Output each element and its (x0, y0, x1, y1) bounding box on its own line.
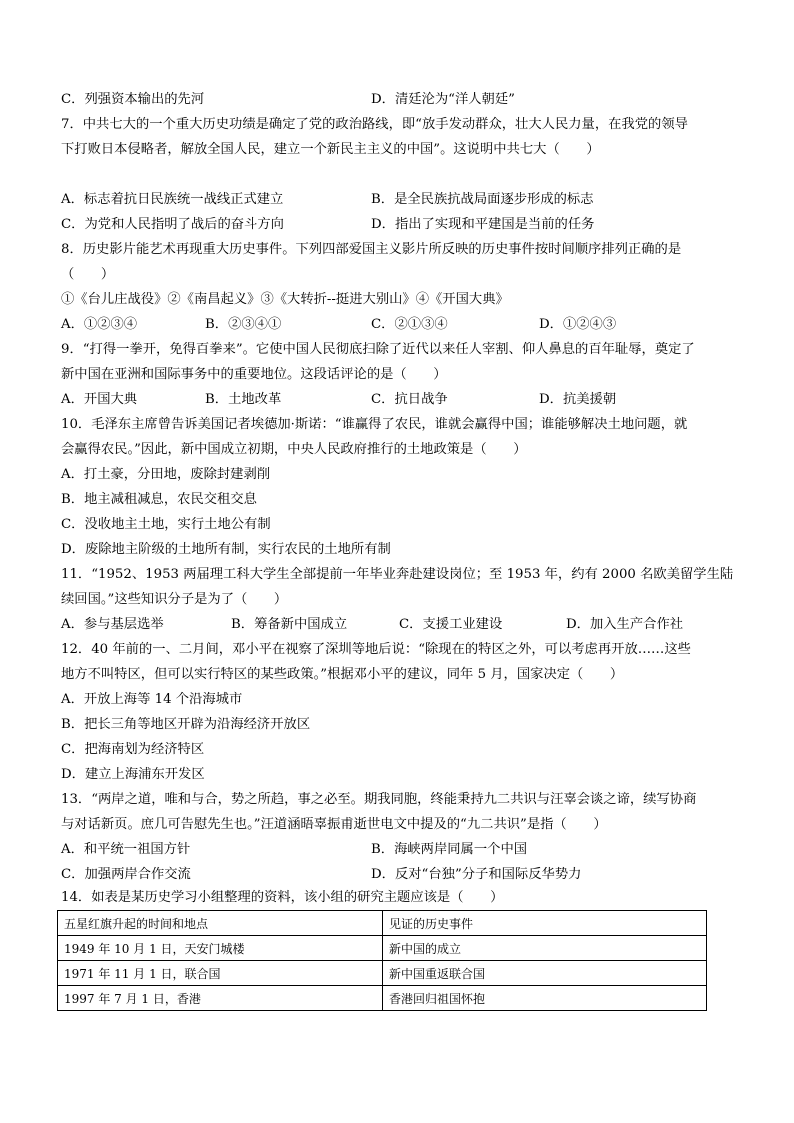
q6-option-d: D．清廷沦为“洋人朝廷” (371, 92, 515, 107)
q8-option-d: D．①②④③ (539, 317, 617, 332)
q13-option-a: A．和平统一祖国方针 (61, 842, 191, 857)
table-cell: 1997 年 7 月 1 日，香港 (58, 986, 383, 1011)
q11-stem-line1: 11．“1952、1953 两届理工科大学生全部提前一年毕业奔赴建设岗位；至 1953 年，约有 2000 名欧美留学生陆 (61, 567, 734, 582)
q13-stem-line1: 13．“两岸之道，唯和与合，势之所趋，事之必至。期我同胞，终能秉持九二共识与汪辜会谈之谛，续写协商 (61, 792, 697, 807)
q9-option-a: A．开国大典 (61, 392, 138, 407)
table-cell: 新中国的成立 (383, 936, 707, 961)
q13-option-d: D．反对“台独”分子和国际反华势力 (371, 867, 582, 882)
q10-option-d: D．废除地主阶级的土地所有制，实行农民的土地所有制 (61, 542, 391, 557)
q14-table (57, 910, 707, 1011)
q7-option-a: A．标志着抗日民族统一战线正式建立 (61, 192, 284, 207)
q8-stem-line1: 8．历史影片能艺术再现重大历史事件。下列四部爱国主义影片所反映的历史事件按时间顺序排列正确的是 (61, 242, 682, 257)
q10-stem-line1: 10．毛泽东主席曾告诉美国记者埃德加·斯诺：“谁赢得了农民，谁就会赢得中国；谁能够解决土地问题，就 (61, 417, 688, 432)
q9-stem-line2: 新中国在亚洲和国际事务中的重要地位。这段话评论的是（ ） (61, 367, 447, 382)
q9-option-b: B．土地改革 (205, 392, 282, 407)
table-row (58, 986, 707, 1011)
q8-option-a: A．①②③④ (61, 317, 138, 332)
table-row (58, 936, 707, 961)
q11-option-d: D．加入生产合作社 (566, 617, 684, 632)
q12-option-a: A．开放上海等 14 个沿海城市 (61, 692, 243, 707)
table-cell: 1971 年 11 月 1 日，联合国 (58, 961, 383, 986)
q10-option-a: A．打土豪，分田地，废除封建剥削 (61, 467, 271, 482)
q7-stem-line2: 下打败日本侵略者，解放全国人民，建立一个新民主主义的中国”。这说明中共七大（ ） (61, 142, 600, 157)
q13-option-b: B．海峡两岸同属一个中国 (371, 842, 528, 857)
q7-option-b: B．是全民族抗战局面逐步形成的标志 (371, 192, 594, 207)
q10-stem-line2: 会赢得农民。”因此，新中国成立初期，中央人民政府推行的土地政策是（ ） (61, 442, 527, 457)
q11-option-a: A．参与基层选举 (61, 617, 164, 632)
q12-option-c: C．把海南划为经济特区 (61, 742, 205, 757)
q13-stem-line2: 与对话新页。庶几可告慰先生也。”汪道涵晤辜振甫逝世电文中提及的“九二共识”是指（ ） (61, 817, 607, 832)
q9-option-d: D．抗美援朝 (539, 392, 617, 407)
q14-stem: 14．如表是某历史学习小组整理的资料，该小组的研究主题应该是（ ） (61, 890, 504, 905)
q7-stem-line1: 7．中共七大的一个重大历史功绩是确定了党的政治路线，即“放手发动群众，壮大人民力量，在我党的领导 (61, 117, 688, 132)
table-cell: 1949 年 10 月 1 日，天安门城楼 (58, 936, 383, 961)
table-header-row (58, 911, 707, 936)
q9-stem-line1: 9．“打得一拳开，免得百拳来”。它使中国人民彻底扫除了近代以来任人宰割、仰人鼻息的百年耻辱，奠定了 (61, 342, 695, 357)
table-row (58, 961, 707, 986)
q8-stem-line2: （ ） (61, 267, 115, 282)
q7-option-d: D．指出了实现和平建国是当前的任务 (371, 217, 595, 232)
q11-option-b: B．筹备新中国成立 (231, 617, 348, 632)
q8-option-c: C．②①③④ (371, 317, 448, 332)
q12-option-b: B．把长三角等地区开辟为沿海经济开放区 (61, 717, 311, 732)
q8-option-b: B．②③④① (205, 317, 282, 332)
q13-option-c: C．加强两岸合作交流 (61, 867, 191, 882)
q10-option-c: C．没收地主土地，实行土地公有制 (61, 517, 271, 532)
q12-option-d: D．建立上海浦东开发区 (61, 767, 205, 782)
table-header-cell: 五星红旗升起的时间和地点 (58, 911, 383, 936)
q6-option-c: C．列强资本输出的先河 (61, 92, 205, 107)
q11-option-c: C．支援工业建设 (399, 617, 503, 632)
q12-stem-line2: 地方不叫特区，但可以实行特区的某些政策。”根据邓小平的建议，同年 5 月，国家决定（ ） (61, 667, 624, 682)
table-cell: 新中国重返联合国 (383, 961, 707, 986)
table-header-cell: 见证的历史事件 (383, 911, 707, 936)
q10-option-b: B．地主减租减息，农民交租交息 (61, 492, 257, 507)
q12-stem-line1: 12．40 年前的一、二月间，邓小平在视察了深圳等地后说：“除现在的特区之外，可以考虑再开放……这些 (61, 642, 691, 657)
q8-film-list: ①《台儿庄战役》②《南昌起义》③《大转折--挺进大别山》④《开国大典》 (61, 292, 509, 307)
q9-option-c: C．抗日战争 (371, 392, 448, 407)
q11-stem-line2: 续回国。”这些知识分子是为了（ ） (61, 592, 288, 607)
q7-option-c: C．为党和人民指明了战后的奋斗方向 (61, 217, 284, 232)
table-cell: 香港回归祖国怀抱 (383, 986, 707, 1011)
